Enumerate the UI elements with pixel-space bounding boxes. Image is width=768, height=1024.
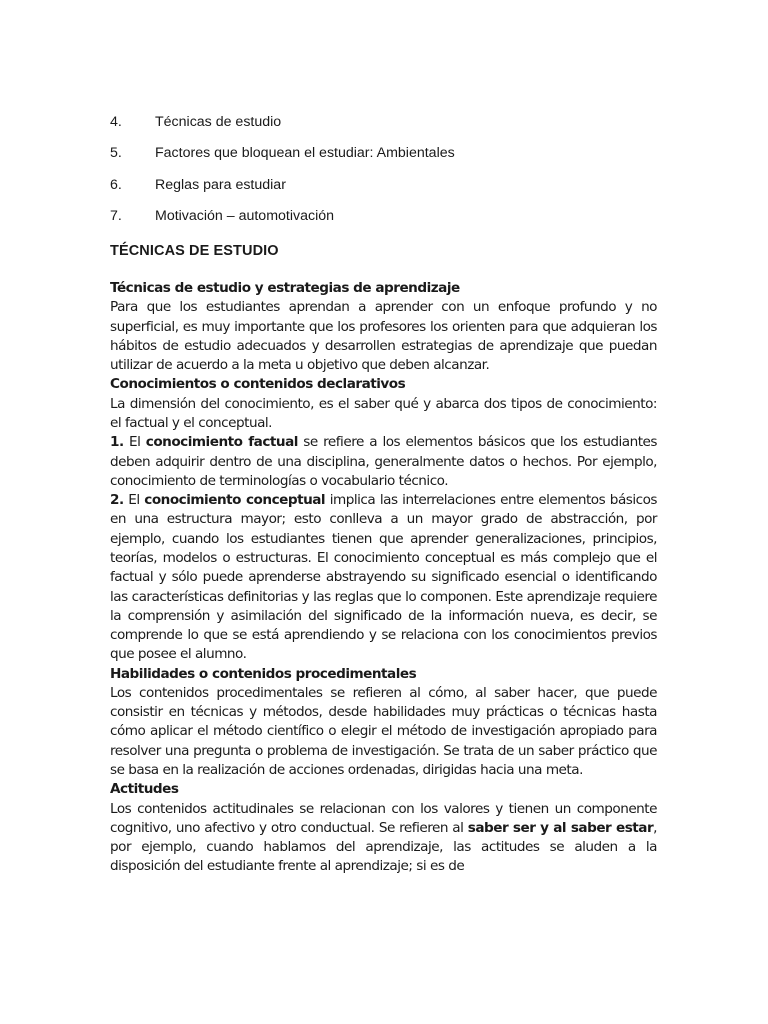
bold-term: saber ser y al saber estar	[467, 819, 654, 836]
list-item	[110, 175, 670, 206]
list-item	[110, 206, 670, 237]
paragraph-declarative: La dimensión del conocimiento, es el saber qué y abarca dos tipos de conocimiento: el factual y el conceptual.	[110, 395, 657, 431]
subheading-attitudes: Actitudes	[110, 781, 179, 798]
paragraph-number: 2.	[110, 492, 124, 509]
list-item	[110, 112, 670, 143]
text-run: El	[123, 492, 145, 509]
text-run: se refiere a los elementos básicos que los estudiantes deben adquirir dentro de una disciplina, generalmente datos o hechos. Por ejemplo, conocimiento de terminologías o vocabulario técnico.	[110, 434, 657, 489]
bold-term: conocimiento conceptual	[144, 492, 326, 509]
subheading-strategies: Técnicas de estudio y estrategias de aprendizaje	[110, 280, 460, 296]
section-heading: TÉCNICAS DE ESTUDIO	[110, 243, 279, 259]
list-number: 6.	[110, 176, 122, 193]
bold-term: conocimiento factual	[145, 434, 298, 451]
body-text	[110, 279, 657, 877]
list-number: 5.	[110, 145, 122, 162]
list-number: 4.	[110, 114, 122, 130]
paragraph-number: 1.	[110, 434, 124, 451]
list-number: 7.	[110, 207, 122, 224]
paragraph-strategies: Para que los estudiantes aprendan a aprender con un enfoque profundo y no superficial, es muy importante que los profesores los orienten para que adquieran los hábitos de estudio adecuados y desarrollen estrategias de aprendizaje que puedan utilizar de acuerdo a la meta u objetivo que deben alcanzar.	[110, 299, 657, 374]
paragraph-procedural: Los contenidos procedimentales se refieren al cómo, al saber hacer, que puede consistir en técnicas y métodos, desde habilidades muy prácticas o técnicas hasta cómo aplicar el método científico o elegir el método de investigación apropiado para resolver una pregunta o problema de investigación. Se trata de un saber práctico que se basa en la realización de acciones ordenadas, dirigidas hacia una meta.	[110, 684, 657, 779]
list-text: Factores que bloquean el estudiar: Ambientales	[155, 145, 455, 162]
paragraph-conceptual	[110, 491, 657, 665]
subheading-declarative: Conocimientos o contenidos declarativos	[110, 376, 406, 393]
paragraph-factual	[110, 433, 657, 491]
text-run: Los contenidos actitudinales se relacionan con los valores y tienen un componente cognitivo, uno afectivo y otro conductual. Se refieren al	[110, 800, 657, 836]
numbered-list	[110, 112, 670, 237]
text-run: , por ejemplo, cuando hablamos del aprendizaje, las actitudes se aluden a la disposición del estudiante frente al aprendizaje; si es de	[110, 819, 657, 875]
list-text: Motivación – automotivación	[155, 207, 335, 224]
text-run: El	[123, 434, 146, 451]
list-text: Reglas para estudiar	[155, 176, 286, 193]
paragraph-attitudes	[110, 800, 657, 877]
text-run: implica las interrelaciones entre elementos básicos en una estructura mayor; esto conlleva a un mayor grado de abstracción, por ejemplo, cuando los estudiantes tienen que aprender generalizaciones, principios, teorías, modelos o estructuras. El conocimiento conceptual es más complejo que el factual y sólo puede aprenderse abstrayendo su significado esencial o identificando las características definitorias y las reglas que lo componen. Este aprendizaje requiere la comprensión y asimilación del significado de la información nueva, es decir, se comprende lo que se está aprendiendo y se relaciona con los conocimientos previos que posee el alumno.	[110, 492, 658, 663]
list-text: Técnicas de estudio	[155, 114, 282, 130]
list-item	[110, 143, 670, 174]
subheading-procedural: Habilidades o contenidos procedimentales	[110, 665, 417, 682]
